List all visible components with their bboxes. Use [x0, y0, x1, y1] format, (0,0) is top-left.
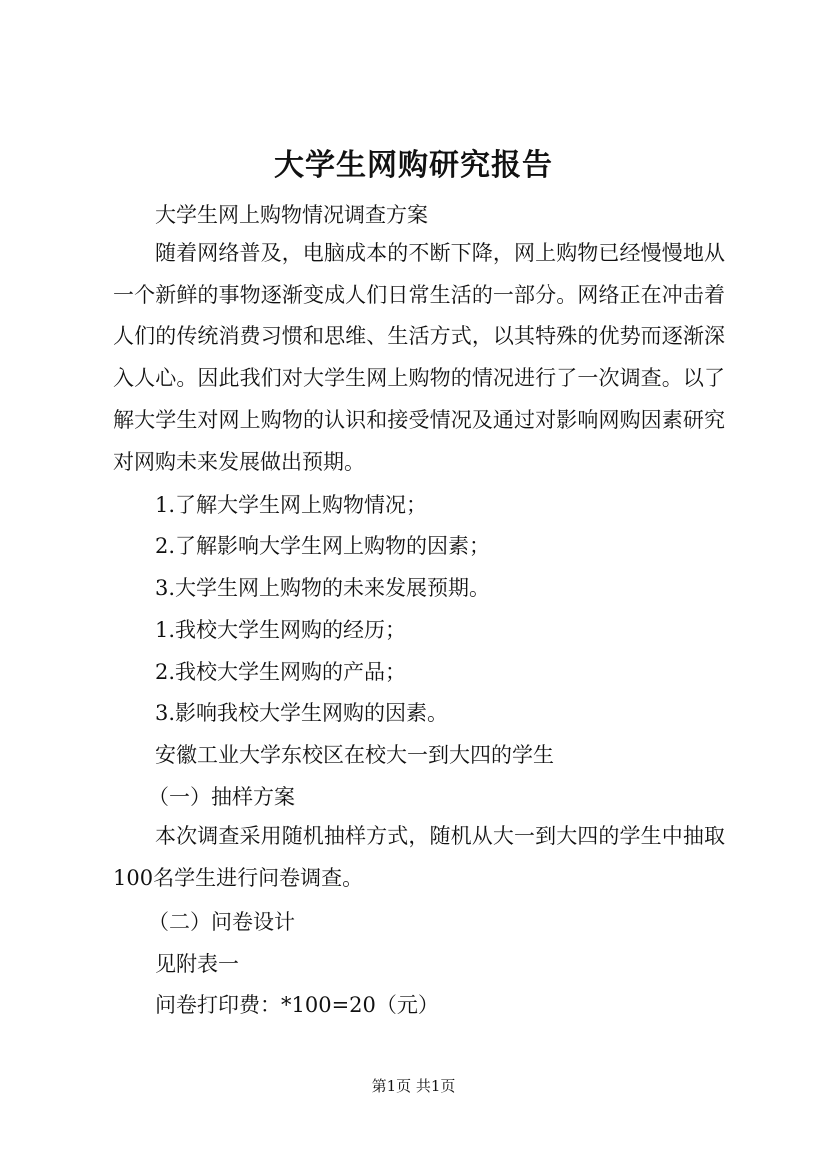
sampling-paragraph: 本次调查采用随机抽样方式，随机从大一到大四的学生中抽取100名学生进行问卷调查。: [113, 824, 725, 890]
goal-item-2: 2.了解影响大学生网上购物的因素；: [155, 534, 491, 558]
page-footer: 第1页 共1页: [371, 1077, 456, 1095]
survey-subjects: 安徽工业大学东校区在校大一到大四的学生: [155, 743, 554, 767]
plan-subtitle: 大学生网上购物情况调查方案: [155, 203, 428, 227]
questionnaire-heading: （二）问卷设计: [148, 910, 295, 934]
goal-item-1: 1.了解大学生网上购物情况；: [155, 493, 428, 517]
printing-cost: 问卷打印费：*100=20（元）: [155, 993, 439, 1017]
content-item-2: 2.我校大学生网购的产品；: [155, 660, 407, 684]
goal-item-3: 3.大学生网上购物的未来发展预期。: [155, 576, 491, 600]
appendix-reference: 见附表一: [155, 952, 239, 976]
content-item-1: 1.我校大学生网购的经历；: [155, 618, 407, 642]
sampling-heading: （一）抽样方案: [148, 785, 295, 809]
intro-paragraph: 随着网络普及，电脑成本的不断下降，网上购物已经慢慢地从一个新鲜的事物逐渐变成人们日常生活的一部分。网络正在冲击着人们的传统消费习惯和思维、生活方式，以其特殊的优势而逐渐深入人心。因此我们对大学生网上购物的情况进行了一次调查。以了解大学生对网上购物的认识和接受情况及通过对影响网购因素研究对网购未来发展做出预期。: [113, 241, 725, 474]
content-item-3: 3.影响我校大学生网购的因素。: [155, 701, 449, 725]
document-title: 大学生网购研究报告: [274, 148, 553, 183]
